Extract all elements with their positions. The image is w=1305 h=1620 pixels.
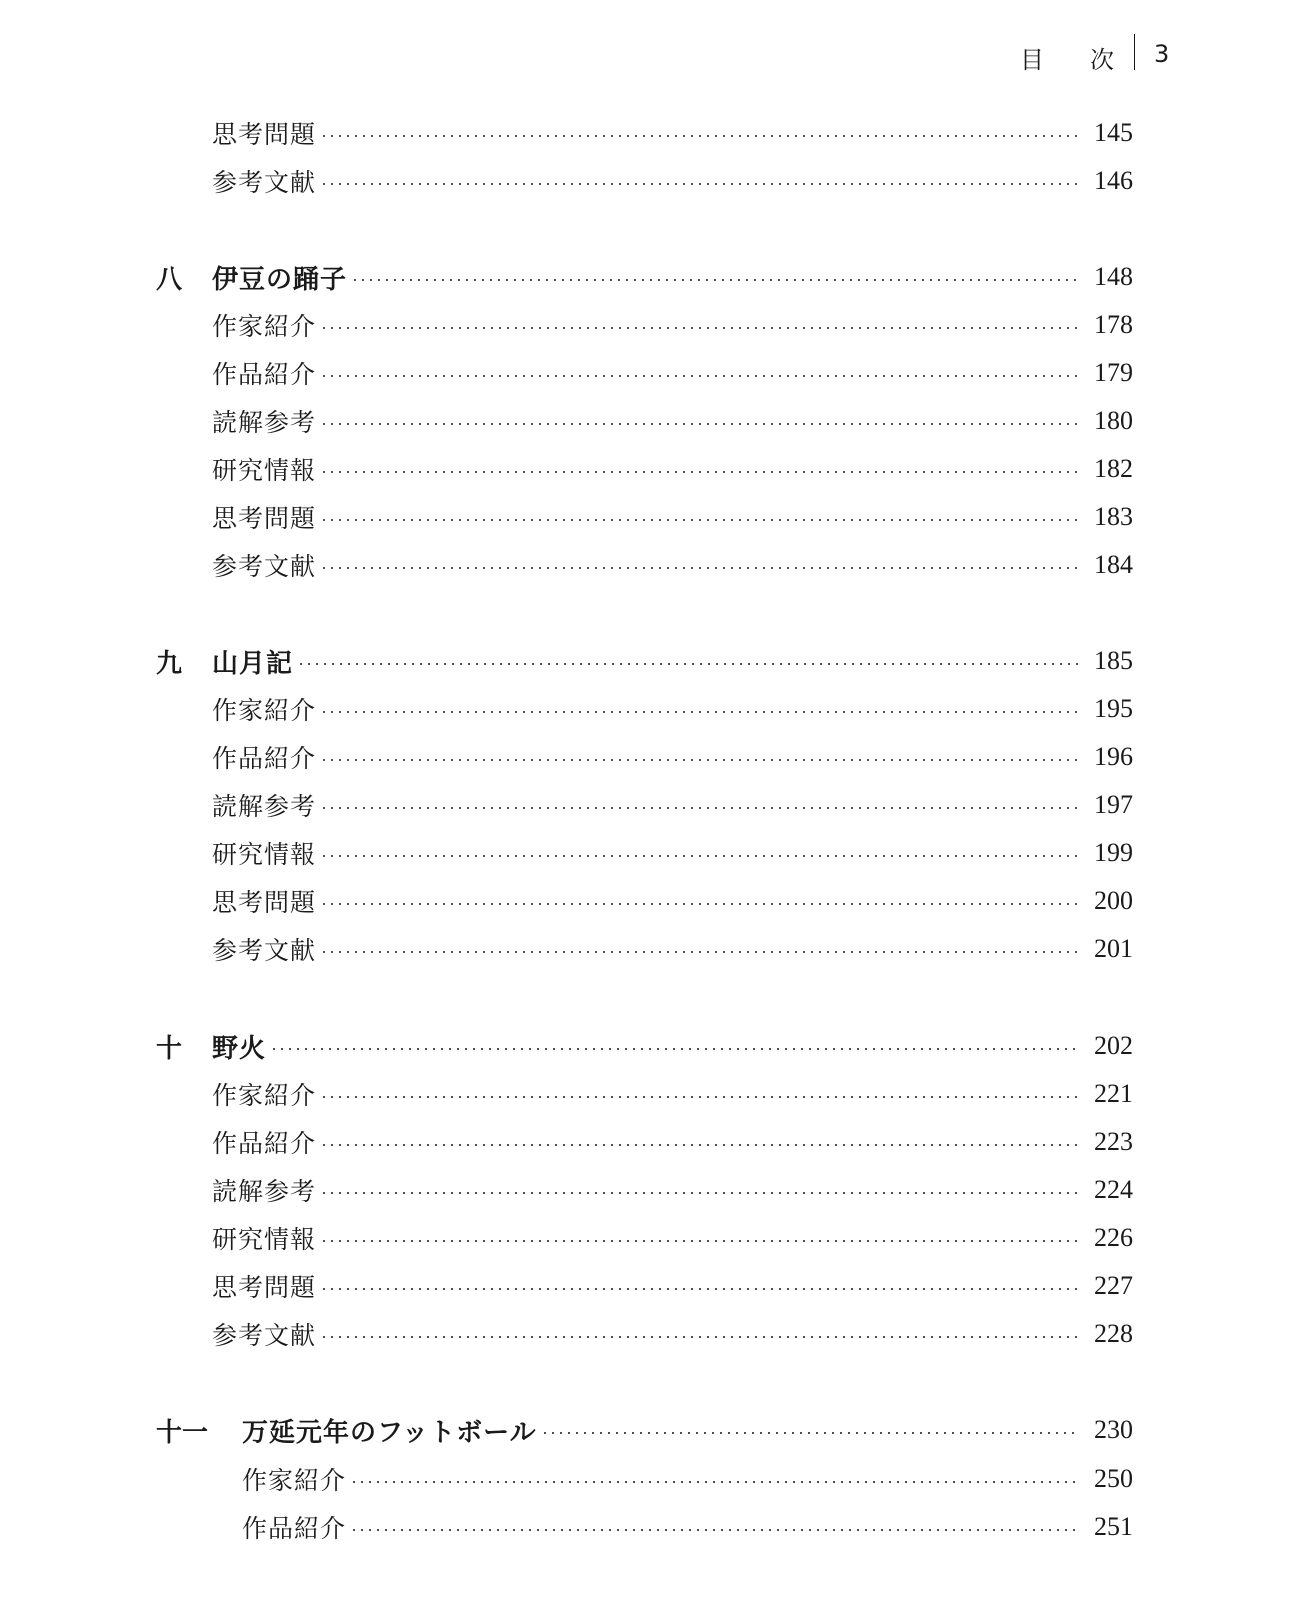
toc-entry-label: 作家紹介 [242, 1466, 347, 1495]
dot-leader [320, 135, 1079, 137]
chapter-page: 185 [1094, 646, 1133, 675]
toc-entry[interactable] [212, 161, 1133, 201]
toc-entry-label: 作品紹介 [212, 744, 317, 773]
toc-entry-label: 参考文献 [212, 936, 317, 965]
running-head-divider [1134, 34, 1135, 70]
dot-leader [320, 807, 1079, 809]
toc-entry[interactable] [212, 1074, 1133, 1114]
toc-chapter-heading[interactable] [156, 257, 1133, 297]
toc-entry-label: 作家紹介 [212, 696, 317, 725]
toc-entry[interactable] [212, 689, 1133, 729]
toc-entry-page: 201 [1094, 934, 1133, 963]
toc-entry-label: 思考問題 [212, 120, 317, 149]
toc-entry-label: 研究情報 [212, 840, 317, 869]
toc-entry[interactable] [212, 113, 1133, 153]
toc-entry-label: 読解参考 [212, 408, 317, 437]
toc-entry[interactable] [212, 449, 1133, 489]
toc-entry[interactable] [212, 545, 1133, 585]
toc-entry-page: 178 [1094, 310, 1133, 339]
toc-entry-page: 228 [1094, 1319, 1133, 1348]
dot-leader [320, 759, 1079, 761]
toc-entry-page: 182 [1094, 454, 1133, 483]
toc-entry-label: 研究情報 [212, 1225, 317, 1254]
dot-leader [320, 1288, 1079, 1290]
toc-entry-page: 196 [1094, 742, 1133, 771]
toc-entry-label: 参考文献 [212, 1321, 317, 1350]
toc-entry-label: 参考文献 [212, 552, 317, 581]
toc-entry[interactable] [242, 1507, 1133, 1547]
toc-entry-label: 作品紹介 [212, 1129, 317, 1158]
chapter-number: 八 [156, 264, 183, 295]
toc-entry-page: 146 [1094, 166, 1133, 195]
toc-entry-page: 227 [1094, 1271, 1133, 1300]
dot-leader [320, 903, 1079, 905]
chapter-title: 山月記 [212, 648, 294, 679]
dot-leader [320, 327, 1079, 329]
toc-entry-label: 作家紹介 [212, 312, 317, 341]
toc-chapter-heading[interactable] [156, 1410, 1133, 1450]
toc-entry[interactable] [212, 1314, 1133, 1354]
dot-leader [320, 423, 1079, 425]
dot-leader [270, 1048, 1079, 1050]
chapter-page: 148 [1094, 262, 1133, 291]
toc-entry[interactable] [212, 305, 1133, 345]
toc-entry-label: 思考問題 [212, 1273, 317, 1302]
toc-entry-page: 221 [1094, 1079, 1133, 1108]
dot-leader [350, 1481, 1079, 1483]
dot-leader [541, 1432, 1079, 1434]
dot-leader [297, 663, 1079, 665]
dot-leader [320, 1096, 1079, 1098]
toc-entry[interactable] [212, 1122, 1133, 1162]
dot-leader [320, 471, 1079, 473]
toc-entry-label: 読解参考 [212, 1177, 317, 1206]
toc-entry[interactable] [212, 497, 1133, 537]
toc-entry-page: 251 [1094, 1512, 1133, 1541]
toc-entry-page: 200 [1094, 886, 1133, 915]
toc-entry[interactable] [212, 1170, 1133, 1210]
page-number: 3 [1154, 40, 1170, 68]
dot-leader [320, 1336, 1079, 1338]
toc-entry-page: 184 [1094, 550, 1133, 579]
toc-entry-page: 226 [1094, 1223, 1133, 1252]
dot-leader [320, 855, 1079, 857]
dot-leader [350, 1529, 1079, 1531]
toc-entry-page: 145 [1094, 118, 1133, 147]
toc-entry[interactable] [212, 401, 1133, 441]
toc-entry-page: 197 [1094, 790, 1133, 819]
chapter-title: 伊豆の踊子 [212, 264, 348, 295]
toc-entry[interactable] [212, 737, 1133, 777]
dot-leader [320, 951, 1079, 953]
toc-entry-page: 179 [1094, 358, 1133, 387]
dot-leader [320, 567, 1079, 569]
toc-chapter-heading[interactable] [156, 1026, 1133, 1066]
chapter-page: 230 [1094, 1415, 1133, 1444]
chapter-page: 202 [1094, 1031, 1133, 1060]
toc-entry-label: 作家紹介 [212, 1081, 317, 1110]
chapter-number: 九 [156, 648, 183, 679]
toc-entry-label: 作品紹介 [242, 1514, 347, 1543]
toc-entry-page: 199 [1094, 838, 1133, 867]
toc-chapter-heading[interactable] [156, 641, 1133, 681]
toc-entry[interactable] [212, 833, 1133, 873]
toc-entry-label: 思考問題 [212, 504, 317, 533]
toc-entry-label: 作品紹介 [212, 360, 317, 389]
chapter-title: 野火 [212, 1033, 267, 1064]
running-head-title-second: 次 [1090, 46, 1114, 74]
toc-entry-page: 180 [1094, 406, 1133, 435]
toc-entry-page: 223 [1094, 1127, 1133, 1156]
toc-entry[interactable] [242, 1459, 1133, 1499]
toc-entry-label: 研究情報 [212, 456, 317, 485]
running-head-title-first: 目 [1020, 46, 1044, 74]
running-head [1020, 34, 1180, 74]
toc-entry[interactable] [212, 353, 1133, 393]
dot-leader [320, 375, 1079, 377]
toc-entry[interactable] [212, 1266, 1133, 1306]
toc-entry[interactable] [212, 881, 1133, 921]
dot-leader [320, 711, 1079, 713]
toc-entry-label: 参考文献 [212, 168, 317, 197]
dot-leader [351, 279, 1079, 281]
toc-entry[interactable] [212, 929, 1133, 969]
toc-entry[interactable] [212, 1218, 1133, 1258]
toc-entry-label: 思考問題 [212, 888, 317, 917]
dot-leader [320, 1192, 1079, 1194]
dot-leader [320, 183, 1079, 185]
dot-leader [320, 1144, 1079, 1146]
toc-entry-page: 183 [1094, 502, 1133, 531]
toc-entry-page: 250 [1094, 1464, 1133, 1493]
chapter-title: 万延元年のフットボール [242, 1417, 537, 1448]
toc-entry[interactable] [212, 785, 1133, 825]
toc-entry-page: 195 [1094, 694, 1133, 723]
toc-entry-page: 224 [1094, 1175, 1133, 1204]
chapter-number: 十 [156, 1033, 183, 1064]
dot-leader [320, 519, 1079, 521]
toc-entry-label: 読解参考 [212, 792, 317, 821]
dot-leader [320, 1240, 1079, 1242]
chapter-number: 十一 [156, 1417, 209, 1448]
